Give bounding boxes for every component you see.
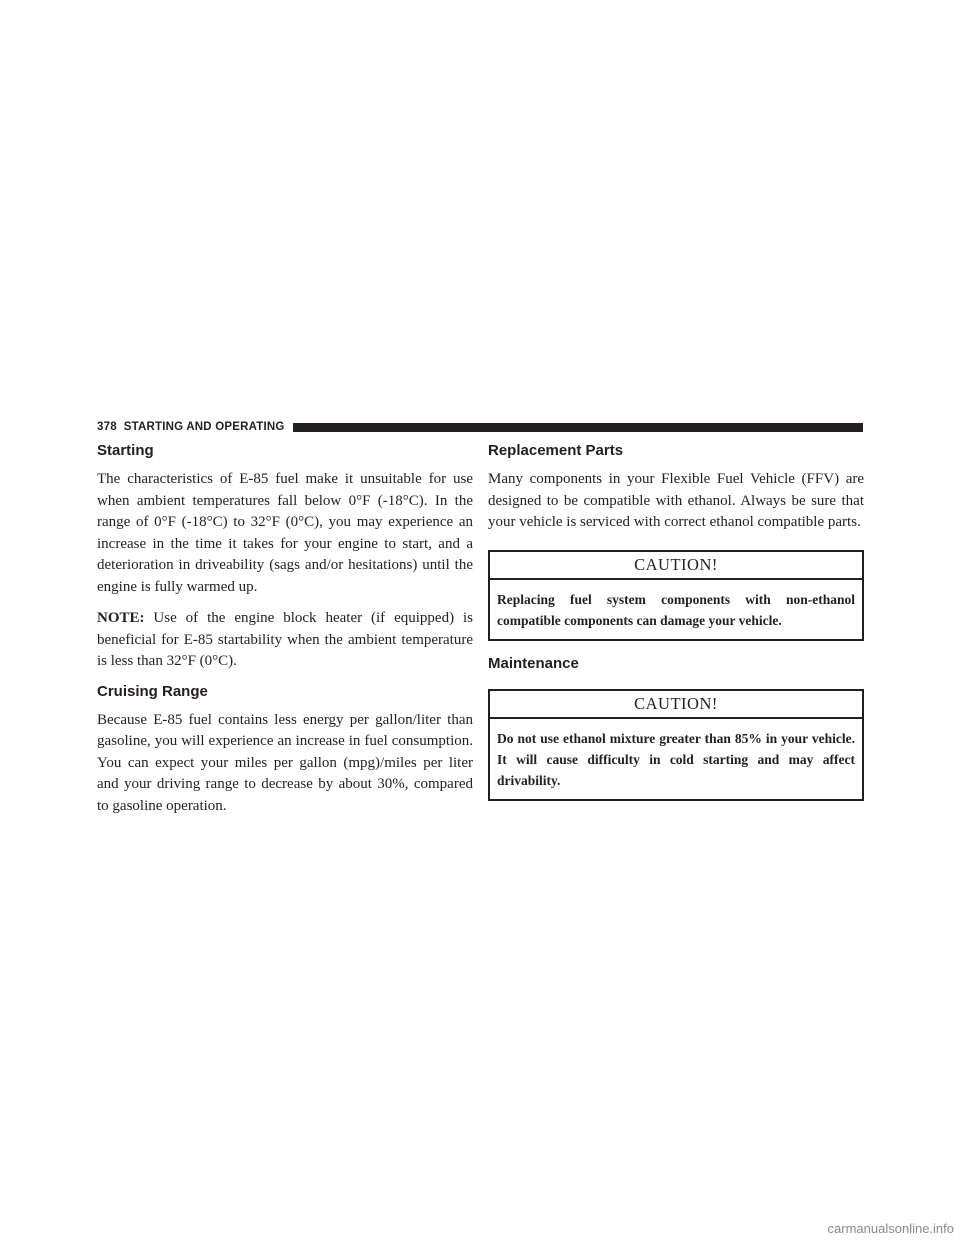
- starting-paragraph: The characteristics of E-85 fuel make it unsuitable for use when ambient temperatures fall below 0°F (-18°C). In the range of 0°F (-18°C) to 32°F (0°C), you may experience an increase in the time it takes for your engine to start, and a deterioration in driveability (sags and/or hesitations) until the engine is fully warmed up.: [97, 471, 473, 595]
- replacement-paragraph: Many components in your Flexible Fuel Vehicle (FFV) are designed to be compatible with ethanol. Always be sure that your vehicle is serviced with correct ethanol compatible parts.: [488, 471, 864, 530]
- page-header: [97, 420, 863, 434]
- cruising-heading: Cruising Range: [97, 682, 208, 700]
- caution-text: Replacing fuel system components with non-ethanol compatible components can damage your vehicle.: [497, 591, 855, 628]
- starting-heading: Starting: [97, 442, 154, 459]
- caution-title: CAUTION!: [490, 691, 862, 719]
- note-text: Use of the engine block heater (if equipped) is beneficial for E-85 startability when the ambient temperature is less than 32°F (0°C).: [97, 610, 473, 669]
- starting-note: [97, 608, 473, 673]
- caution-box-maintenance: [488, 689, 864, 801]
- cruising-paragraph: Because E-85 fuel contains less energy per gallon/liter than gasoline, you will experience an increase in fuel consumption. You can expect your miles per gallon (mpg)/miles per liter and your driving range to decrease by about 30%, compared to gasoline operation.: [97, 711, 473, 814]
- right-column: [488, 442, 864, 815]
- replacement-heading: Replacement Parts: [488, 442, 624, 459]
- section-title: STARTING AND OPERATING: [123, 421, 285, 433]
- caution-box-replacement: [488, 550, 864, 641]
- left-column: [97, 442, 473, 827]
- caution-title: CAUTION!: [490, 552, 862, 580]
- watermark[interactable]: carmanualsonline.info: [827, 1221, 954, 1236]
- page-number: 378: [97, 421, 117, 433]
- note-label: NOTE:: [97, 610, 145, 626]
- caution-text: Do not use ethanol mixture greater than 85% in your vehicle. It will cause difficulty in cold starting and may affect drivability.: [497, 730, 855, 788]
- header-rule: [293, 423, 863, 432]
- maintenance-heading: Maintenance: [488, 654, 579, 672]
